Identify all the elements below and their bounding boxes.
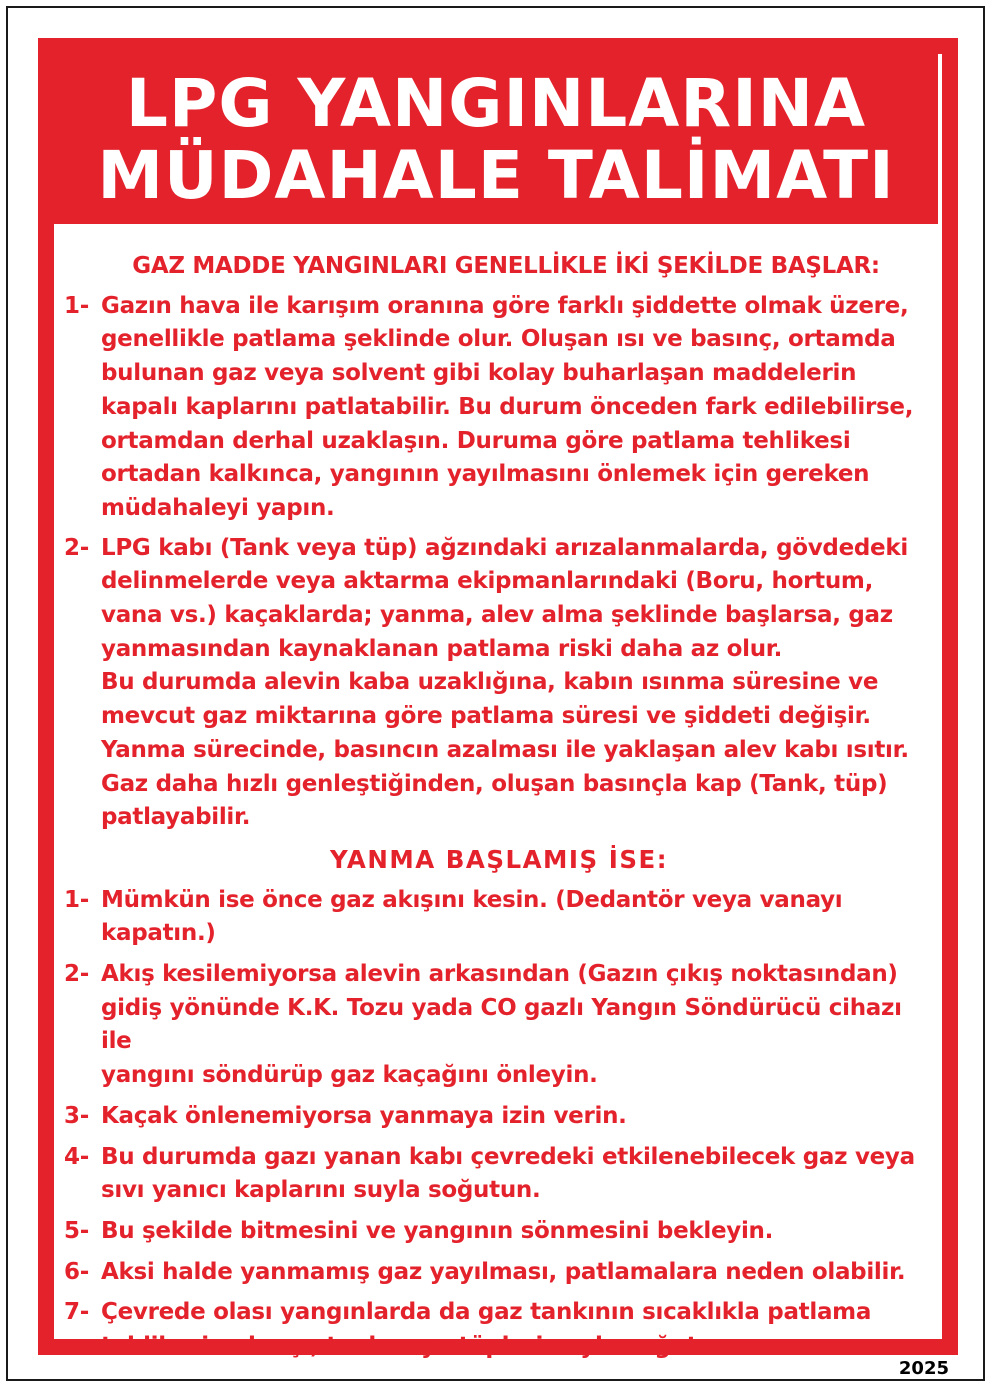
sign-code: 2025 [898, 1358, 949, 1379]
item-number: 1- [64, 886, 89, 913]
item-text: Akış kesilemiyorsa alevin arkasından (Gazın çıkış noktasından) gidiş yönünde K.K. Tozu yada CO gazlı Yangın Söndürücü cihazı ile yangını söndürüp gaz kaçağını önleyin. [101, 961, 902, 1089]
list-item [64, 1141, 934, 1208]
list-item [64, 1256, 934, 1290]
item-number: 4- [64, 1143, 89, 1170]
item-text: Bu durumda gazı yanan kabı çevredeki etkilenebilecek gaz veya sıvı yanıcı kaplarını suyla soğutun. [101, 1143, 915, 1204]
item-number: 5- [64, 1217, 89, 1244]
item-number: 3- [64, 1102, 89, 1129]
title-line-1: LPG YANGINLARINA [125, 65, 867, 142]
item-number: 1- [64, 292, 89, 319]
item-number: 6- [64, 1258, 89, 1285]
list-item [64, 884, 934, 951]
list-item [64, 1215, 934, 1249]
list-item [64, 1296, 934, 1363]
instruction-content [64, 250, 934, 1364]
title-banner [54, 54, 938, 224]
list-item [64, 532, 934, 835]
item-text: Gazın hava ile karışım oranına göre farklı şiddette olmak üzere, genellikle patlama şeklinde olur. Oluşan ısı ve basınç, ortamda bulunan gaz veya solvent gibi kolay buharlaşan maddelerin kapalı kaplarını patlatabilir. Bu durum önceden fark edilebilirse, ortamdan derhal uzaklaşın. Duruma göre patlama tehlikesi ortadan kalkınca, yangının yayılmasını önlemek için gereken müdahaleyi yapın. [101, 292, 914, 521]
item-number: 2- [64, 534, 89, 561]
item-text: Bu şekilde bitmesini ve yangının sönmesini bekleyin. [101, 1217, 774, 1244]
item-text: Çevrede olası yangınlarda da gaz tankının sıcaklıkla patlama tehlikesine karşı, tank veya tüpleri suyla soğutun. [101, 1299, 872, 1360]
list-item [64, 958, 934, 1093]
list-item [64, 1100, 934, 1134]
item-text: LPG kabı (Tank veya tüp) ağzındaki arızalanmalarda, gövdedeki delinmelerde veya aktarma ekipmanlarındaki (Boru, hortum, vana vs.) kaçaklarda; yanma, alev alma şeklinde başlarsa, gaz yanmasından kaynaklanan patlama riski daha az olur. Bu durumda alevin kaba uzaklığına, kabın ısınma süresine ve mevcut gaz miktarına göre patlama süresi ve şiddeti değişir. Yanma sürecinde, basıncın azalması ile yaklaşan alev kabı ısıtır. Gaz daha hızlı genleştiğinden, oluşan basınçla kap (Tank, tüp) patlayabilir. [101, 534, 909, 831]
section-1-list [64, 290, 934, 835]
section-2-heading: YANMA BAŞLAMIŞ İSE: [329, 844, 669, 874]
item-number: 2- [64, 961, 89, 988]
section-1-heading: GAZ MADDE YANGINLARI GENELLİKLE İKİ ŞEKİLDE BAŞLAR: [132, 253, 880, 279]
list-item [64, 290, 934, 526]
item-text: Aksi halde yanmamış gaz yayılması, patlamalara neden olabilir. [101, 1258, 906, 1285]
section-2-list [64, 884, 934, 1364]
item-text: Kaçak önlenemiyorsa yanmaya izin verin. [101, 1102, 627, 1129]
item-text: Mümkün ise önce gaz akışını kesin. (Dedantör veya vanayı kapatın.) [101, 886, 843, 947]
title-line-2: MÜDAHALE TALİMATI [97, 137, 895, 214]
item-number: 7- [64, 1299, 89, 1326]
